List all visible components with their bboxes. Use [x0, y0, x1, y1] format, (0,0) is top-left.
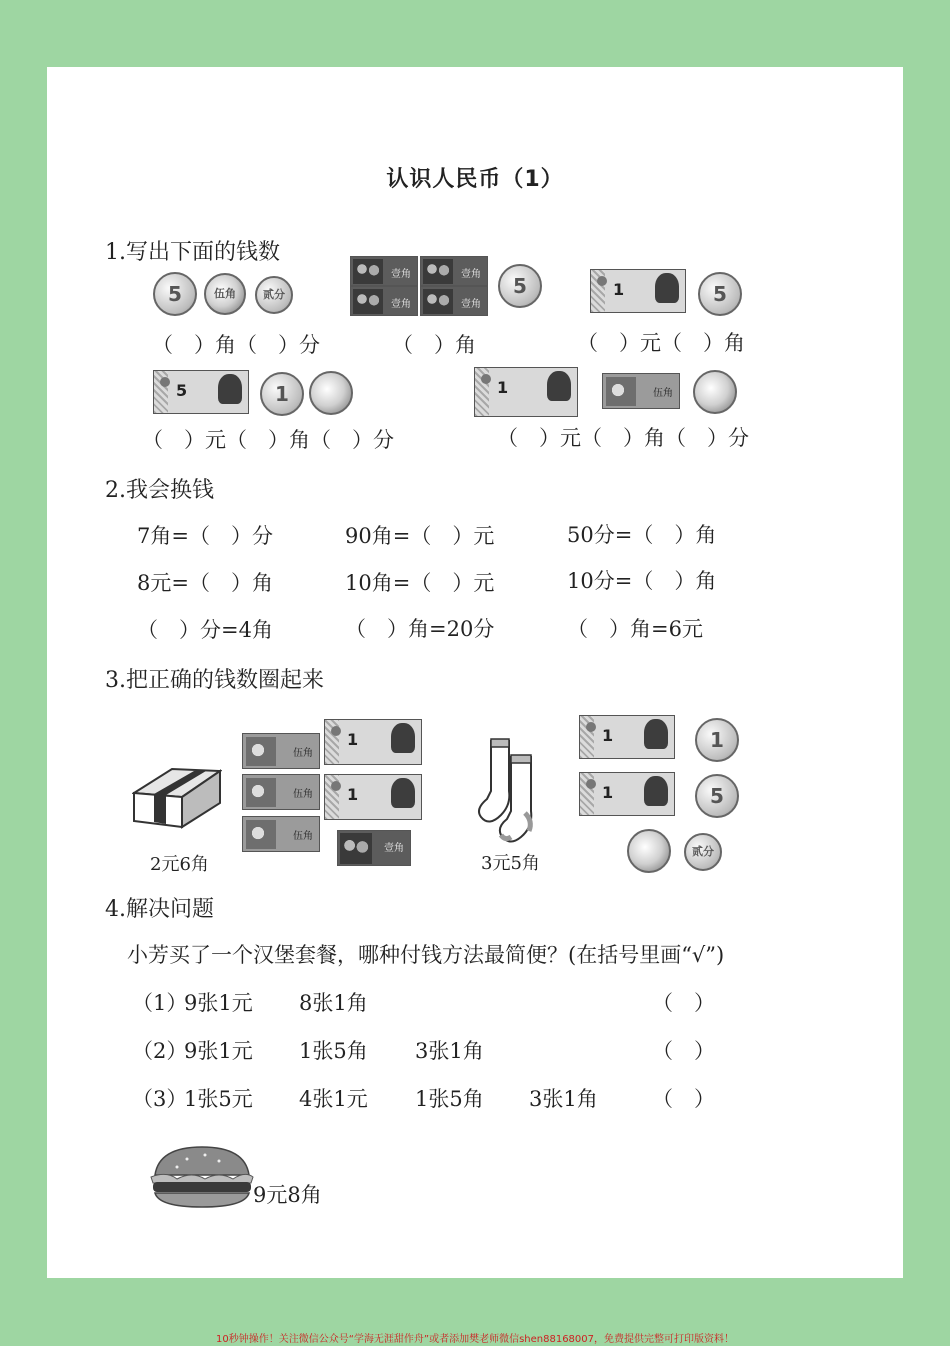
- page-title: 认识人民币（1）: [386, 167, 564, 192]
- banknote-one-yuan-icon: 1: [590, 269, 686, 313]
- coin-five-jiao-flower-icon: [693, 370, 737, 414]
- option-item: 9张1元: [184, 991, 253, 1015]
- q4-heading: 4.解决问题: [105, 897, 214, 922]
- coin-one-yuan-icon: 1: [695, 718, 739, 762]
- option-item: 1张5角: [299, 1039, 368, 1063]
- q2-heading: 2.我会换钱: [105, 478, 214, 503]
- banknote-five-jiao-icon: 伍角: [602, 373, 680, 409]
- banknote-one-jiao-icon: 壹角: [420, 256, 488, 286]
- coin-one-jiao-icon: 1: [260, 372, 304, 416]
- coin-two-fen-icon: 贰分: [255, 276, 293, 314]
- option-checkbox[interactable]: （ ）: [652, 1039, 715, 1063]
- option-item: 3张1角: [529, 1087, 598, 1111]
- banknote-one-yuan-icon: 1: [474, 367, 578, 417]
- q1-answer-d: （ ）元（ ）角（ ）分: [142, 428, 394, 452]
- q2-item: 90角=（ ）元: [345, 524, 495, 548]
- banknote-one-jiao-icon: 壹角: [420, 286, 488, 316]
- option-number: （3）: [132, 1087, 188, 1111]
- q4-question: 小芳买了一个汉堡套餐，哪种付钱方法最简便？(在括号里画“√”): [127, 943, 725, 967]
- burger-price: 9元8角: [253, 1183, 322, 1207]
- coin-five-jiao-icon: 5: [698, 272, 742, 316]
- q2-item: （ ）分=4角: [137, 618, 273, 642]
- banknote-five-jiao-icon: 伍角: [242, 733, 320, 769]
- banknote-one-yuan-icon: 1: [324, 719, 422, 765]
- option-item: 9张1元: [184, 1039, 253, 1063]
- footer-notice: 10秒钟操作！关注微信公众号“学海无涯甜作舟”或者添加樊老师微信shen88168007，免费提供完整可打印版资料！: [215, 1334, 735, 1345]
- banknote-five-jiao-icon: 5: [153, 370, 249, 414]
- option-item: 8张1角: [299, 991, 368, 1015]
- coin-five-jiao-icon: 5: [695, 774, 739, 818]
- q2-item: 7角=（ ）分: [137, 524, 273, 548]
- q1-answer-e: （ ）元（ ）角（ ）分: [497, 426, 749, 450]
- option-item: 4张1元: [299, 1087, 368, 1111]
- banknote-one-yuan-icon: 1: [324, 774, 422, 820]
- option-item: 3张1角: [415, 1039, 484, 1063]
- hamburger-icon: [147, 1145, 257, 1211]
- eraser-icon: [132, 763, 222, 831]
- option-checkbox[interactable]: （ ）: [652, 1087, 715, 1111]
- coin-two-fen-icon: 贰分: [684, 833, 722, 871]
- coin-five-jiao-flower-icon: 伍角: [204, 273, 246, 315]
- q3-heading: 3.把正确的钱数圈起来: [105, 668, 324, 693]
- banknote-one-jiao-icon: 壹角: [350, 286, 418, 316]
- eraser-price: 2元6角: [150, 854, 209, 875]
- banknote-five-jiao-icon: 伍角: [242, 816, 320, 852]
- option-checkbox[interactable]: （ ）: [652, 991, 715, 1015]
- q2-item: 50分=（ ）角: [567, 523, 717, 547]
- banknote-one-jiao-icon: 壹角: [337, 830, 411, 866]
- q2-item: 8元=（ ）角: [137, 571, 273, 595]
- coin-five-jiao-icon: 5: [153, 272, 197, 316]
- socks-icon: [475, 733, 551, 849]
- q2-item: （ ）角=20分: [345, 617, 495, 641]
- banknote-one-yuan-icon: 1: [579, 772, 675, 816]
- banknote-one-jiao-icon: 壹角: [350, 256, 418, 286]
- q2-item: （ ）角=6元: [567, 617, 703, 641]
- q1-answer-a: （ ）角（ ）分: [152, 333, 320, 357]
- q1-answer-c: （ ）元（ ）角: [577, 331, 745, 355]
- q1-heading: 1.写出下面的钱数: [105, 240, 280, 265]
- option-item: 1张5角: [415, 1087, 484, 1111]
- q2-item: 10角=（ ）元: [345, 571, 495, 595]
- worksheet: [47, 67, 903, 1278]
- banknote-one-yuan-icon: 1: [579, 715, 675, 759]
- socks-price: 3元5角: [481, 853, 540, 874]
- coin-five-jiao-flower-icon: [309, 371, 353, 415]
- coin-five-jiao-icon: 5: [498, 264, 542, 308]
- coin-five-jiao-flower-icon: [627, 829, 671, 873]
- option-number: （2）: [132, 1039, 188, 1063]
- option-number: （1）: [132, 991, 188, 1015]
- option-item: 1张5元: [184, 1087, 253, 1111]
- banknote-five-jiao-icon: 伍角: [242, 774, 320, 810]
- q2-item: 10分=（ ）角: [567, 569, 717, 593]
- q1-answer-b: （ ）角: [392, 333, 476, 357]
